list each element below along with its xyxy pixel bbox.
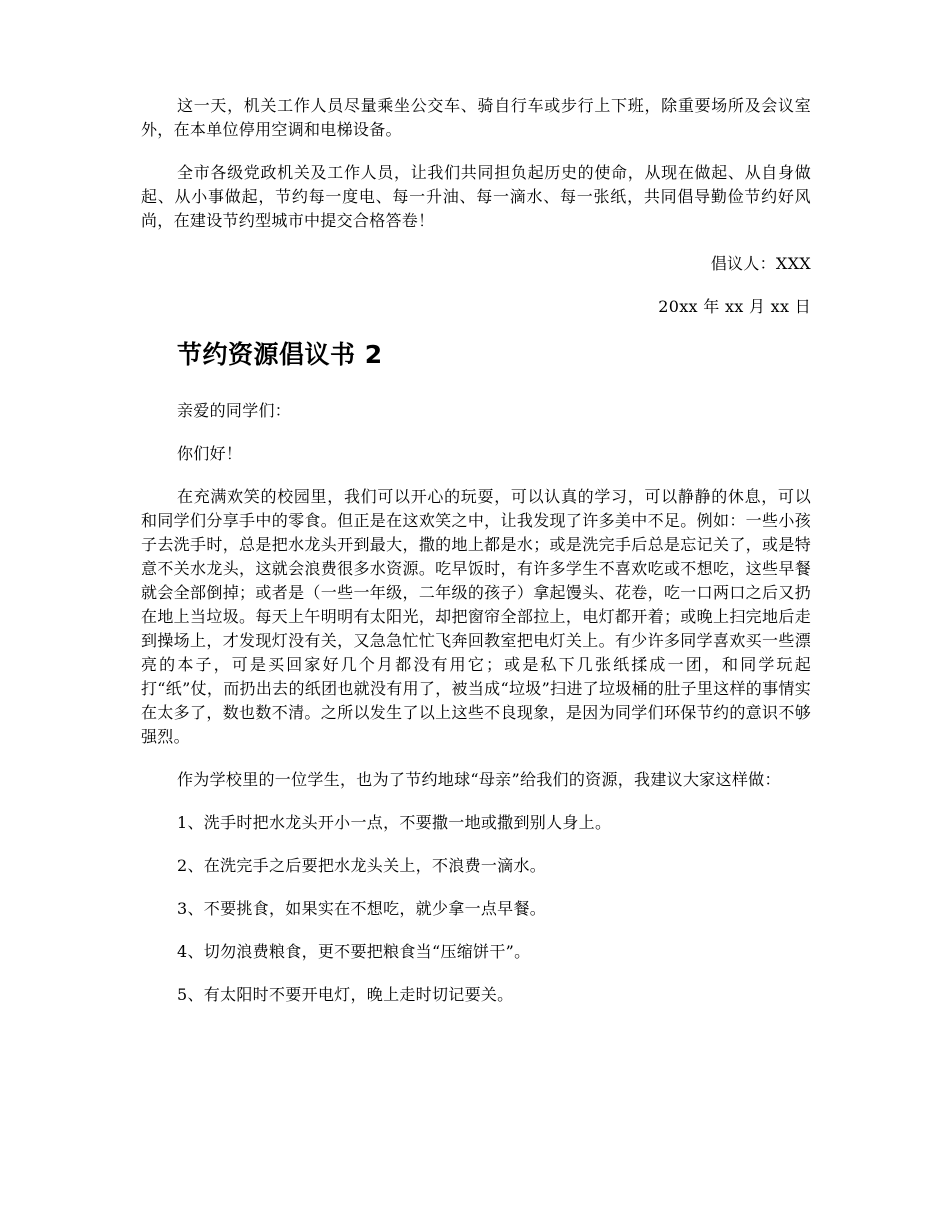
signer-line: 倡议人：XXX [710, 254, 811, 273]
list-item: 4、切勿浪费粮食，更不要把粮食当“压缩饼干”。 [177, 942, 531, 961]
list-item: 5、有太阳时不要开电灯，晚上走时切记要关。 [177, 985, 514, 1004]
paragraph-proposal: 作为学校里的一位学生，也为了节约地球“母亲”给我们的资源，我建议大家这样做： [177, 770, 781, 789]
paragraph-observations: 在充满欢笑的校园里，我们可以开心的玩耍，可以认真的学习，可以静静的休息，可以和同学们分享手中的零食。但正是在这欢笑之中，让我发现了许多美中不足。例如：一些小孩子去洗手时，总是把水龙头开到最大，撒的地上都是水；或是洗完手后总是忘记关了，或是特意不关水龙头，这就会浪费很多水资源。吃早饭时，有许多学生不喜欢吃或不想吃，这些早餐就会全部倒掉；或者是（一些一年级，二年级的孩子）拿起馒头、花卷，吃一口两口之后又扔在地上当垃圾。每天上午明明有太阳光，却把窗帘全部拉上，电灯都开着；或晚上扫完地后走到操场上，才发现灯没有关，又急急忙忙飞奔回教室把电灯关上。有少许多同学喜欢买一些漂亮的本子，可是买回家好几个月都没有用它；或是私下几张纸揉成一团，和同学玩起打“纸”仗，而扔出去的纸团也就没有用了，被当成“垃圾”扫进了垃圾桶的肚子里这样的事情实在太多了，数也数不清。之所以发生了以上这些不良现象，是因为同学们环保节约的意识不够强烈。 [141, 487, 811, 746]
list-item: 1、洗手时把水龙头开小一点，不要撒一地或撒到别人身上。 [177, 813, 612, 832]
greeting-line: 亲爱的同学们： [177, 401, 292, 420]
document-body [141, 94, 811, 1026]
date-line: 20xx 年 xx 月 xx 日 [658, 297, 811, 316]
list-item: 3、不要挑食，如果实在不想吃，就少拿一点早餐。 [177, 899, 547, 918]
hello-line: 你们好！ [177, 444, 243, 463]
section-heading: 节约资源倡议书 2 [177, 340, 383, 369]
list-item: 2、在洗完手之后要把水龙头关上，不浪费一滴水。 [177, 856, 547, 875]
paragraph-call-to-action: 全市各级党政机关及工作人员，让我们共同担负起历史的使命，从现在做起、从自身做起、从小事做起，节约每一度电、每一升油、每一滴水、每一张纸，共同倡导勤俭节约好风尚，在建设节约型城市中提交合格答卷！ [141, 163, 811, 230]
paragraph-commute: 这一天，机关工作人员尽量乘坐公交车、骑自行车或步行上下班，除重要场所及会议室外，在本单位停用空调和电梯设备。 [141, 96, 811, 139]
